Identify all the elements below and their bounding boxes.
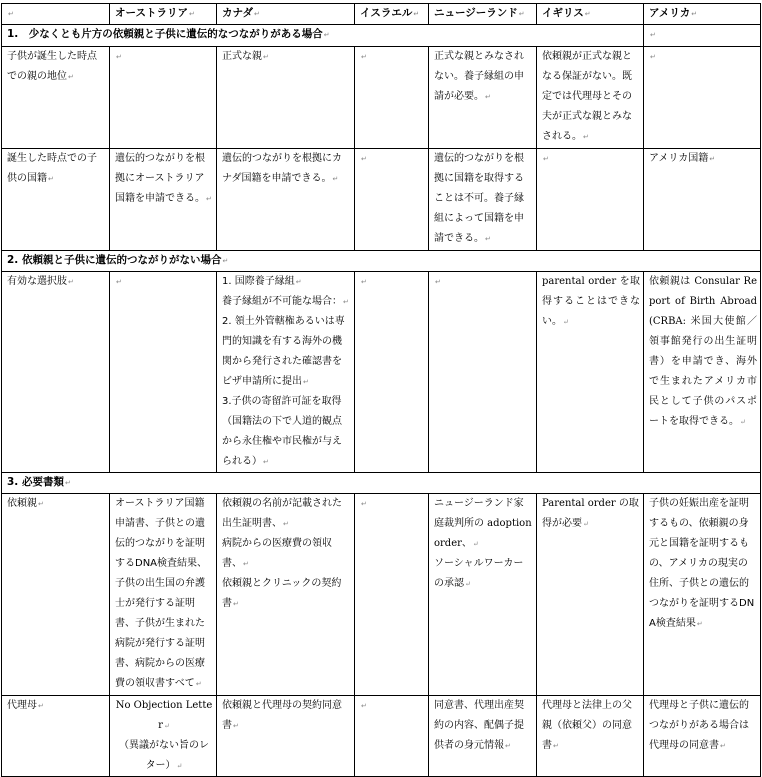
row-label-parent-status: 子供が誕生した時点での親の地位↵ xyxy=(2,47,110,149)
header-row xyxy=(2,4,761,25)
section1-title-usa-cell: ↵ xyxy=(644,25,761,47)
cell-canada xyxy=(217,272,355,473)
table-row xyxy=(2,149,761,251)
cell-canada xyxy=(217,494,355,696)
cell-canada: 依頼親と代理母の契約同意書↵ xyxy=(217,696,355,777)
table-row xyxy=(2,494,761,696)
table-row xyxy=(2,272,761,473)
cell-new-zealand xyxy=(429,494,537,696)
cell-usa: 代理母と子供に遺伝的つながりがある場合は代理母の同意書↵ xyxy=(644,696,761,777)
row-label-nationality: 誕生した時点での子供の国籍↵ xyxy=(2,149,110,251)
cell-australia: ↵ xyxy=(110,47,217,149)
cell-usa: アメリカ国籍↵ xyxy=(644,149,761,251)
canada-option-3: 3.子供の寄留許可証を取得（国籍法の下で人道的観点から永住権や市民権が与えられる）↵ xyxy=(222,396,342,467)
cell-usa: ↵ xyxy=(644,47,761,149)
table-row xyxy=(2,47,761,149)
canada-option-1: 1. 国際養子縁組↵ xyxy=(222,276,302,287)
canada-doc-2: 病院からの医療費の領収書、↵ xyxy=(222,538,332,569)
canada-doc-3: 依頼親とクリニックの契約書↵ xyxy=(222,578,342,609)
nz-doc-2: ソーシャルワーカーの承認↵ xyxy=(434,558,524,589)
cell-new-zealand: 遺伝的つながりを根拠に国籍を取得することは不可。養子縁組によって国籍を申請できる。↵ xyxy=(429,149,537,251)
australia-letter-note: （異議がない旨のレター）↵ xyxy=(119,740,209,771)
section3-title-row xyxy=(2,473,761,494)
cell-new-zealand: 同意書、代理出産契約の内容、配偶子提供者の身元情報↵ xyxy=(429,696,537,777)
canada-option-2: 2. 領土外管轄権あるいは専門的知識を有する海外の機関から発行された確認書をビザ申請所に提出↵ xyxy=(222,316,345,387)
header-israel: イスラエル↵ xyxy=(355,4,429,25)
cell-australia: 遺伝的つながりを根拠にオーストラリア国籍を申請できる。↵ xyxy=(110,149,217,251)
australia-letter-name: No Objection Letter↵ xyxy=(115,700,213,731)
cell-israel: ↵ xyxy=(355,494,429,696)
header-australia: オーストラリア↵ xyxy=(110,4,217,25)
cell-australia xyxy=(110,696,217,777)
nz-doc-1: ニュージーランド家庭裁判所の adoption order、↵ xyxy=(434,498,532,549)
cell-usa: 子供の妊娠出産を証明するもの、依頼親の身元と国籍を証明するもの、アメリカの現実の住所、子供との遺伝的つながりを証明するDNA検査結果↵ xyxy=(644,494,761,696)
header-corner: ↵ xyxy=(2,4,110,25)
cell-uk: 代理母と法律上の父親（依頼父）の同意書↵ xyxy=(537,696,644,777)
table-row xyxy=(2,696,761,777)
header-uk: イギリス↵ xyxy=(537,4,644,25)
cell-canada: 遺伝的つながりを根拠にカナダ国籍を申請できる。↵ xyxy=(217,149,355,251)
section3-title: 3. 必要書類↵ xyxy=(2,473,761,494)
cell-australia: ↵ xyxy=(110,272,217,473)
canada-option-note: 養子縁組が不可能な場合：↵ xyxy=(222,296,349,307)
surrogacy-comparison-table xyxy=(1,3,761,777)
row-label-surrogate: 代理母↵ xyxy=(2,696,110,777)
cell-israel: ↵ xyxy=(355,696,429,777)
cell-israel: ↵ xyxy=(355,149,429,251)
section2-title: 2. 依頼親と子供に遺伝的つながりがない場合↵ xyxy=(2,251,761,272)
header-canada: カナダ↵ xyxy=(217,4,355,25)
row-label-options: 有効な選択肢↵ xyxy=(2,272,110,473)
cell-uk: Parental order の取得が必要↵ xyxy=(537,494,644,696)
cell-israel: ↵ xyxy=(355,272,429,473)
cell-canada: 正式な親↵ xyxy=(217,47,355,149)
section2-title-row xyxy=(2,251,761,272)
cell-uk: 依頼親が正式な親となる保証がない。既定では代理母とその夫が正式な親とみなされる。↵ xyxy=(537,47,644,149)
cell-israel: ↵ xyxy=(355,47,429,149)
section1-title: 1. 少なくとも片方の依頼親と子供に遺伝的なつながりがある場合↵ xyxy=(2,25,644,47)
cell-new-zealand: ↵ xyxy=(429,272,537,473)
header-new-zealand: ニュージーランド↵ xyxy=(429,4,537,25)
row-label-intended-parents: 依頼親↵ xyxy=(2,494,110,696)
cell-australia: オーストラリア国籍申請書、子供との遺伝的つながりを証明するDNA検査結果、子供の出生国の弁護士が発行する証明書、子供が生まれた病院が発行する証明書、病院からの医療費の領収書すべて↵ xyxy=(110,494,217,696)
canada-doc-1: 依頼親の名前が記載された出生証明書、↵ xyxy=(222,498,342,529)
section1-title-row xyxy=(2,25,761,47)
header-usa: アメリカ↵ xyxy=(644,4,761,25)
cell-uk: ↵ xyxy=(537,149,644,251)
cell-usa: 依頼親は Consular Report of Birth Abroad(CRBA: 米国大使館／領事館発行の出生証明書）を申請でき、海外で生まれたアメリカ市民として子供のパスポートを取得できる。↵ xyxy=(644,272,761,473)
cell-uk: parental order を取得することはできない。↵ xyxy=(537,272,644,473)
cell-new-zealand: 正式な親とみなされない。養子縁組の申請が必要。↵ xyxy=(429,47,537,149)
